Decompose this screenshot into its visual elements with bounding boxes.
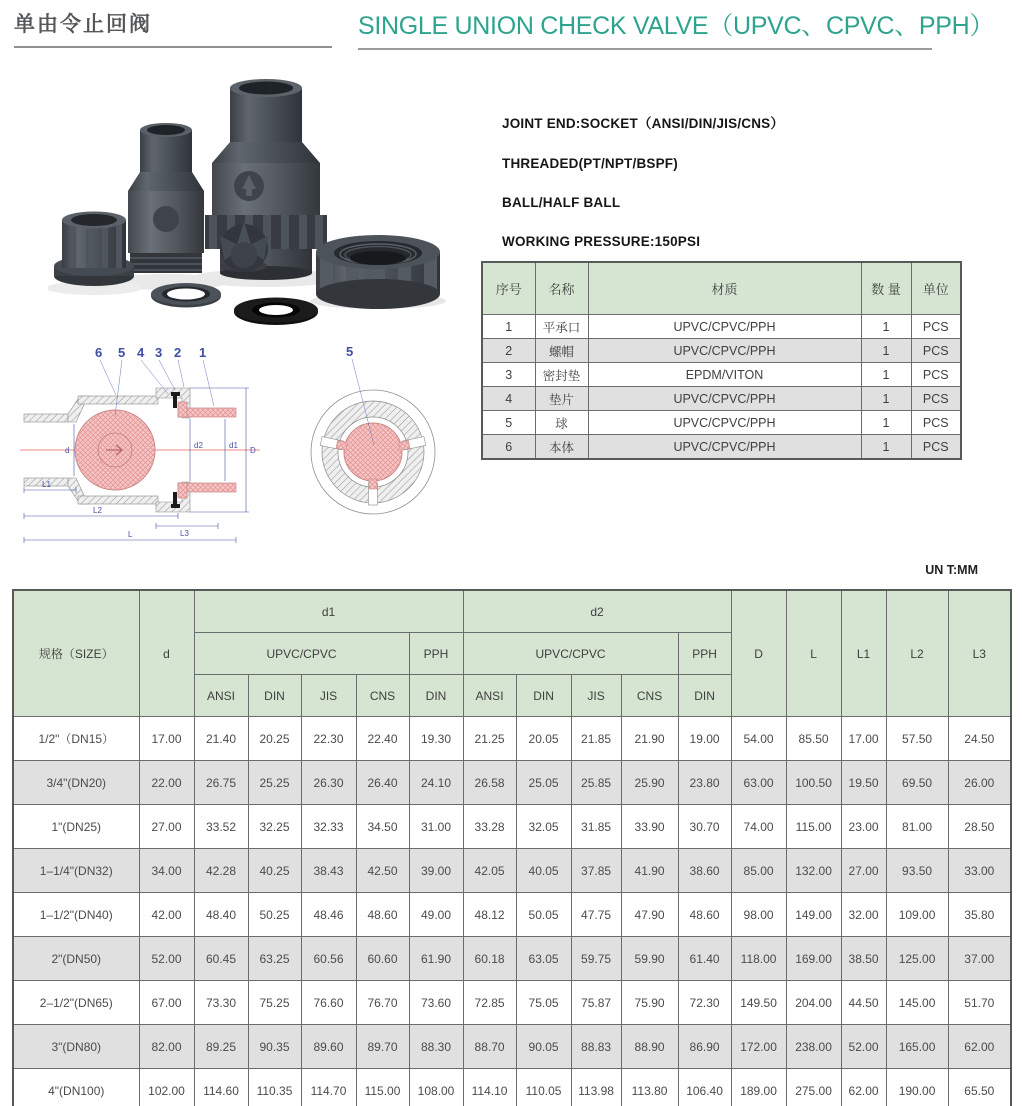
table-cell: 4"(DN100) bbox=[13, 1069, 139, 1106]
table-cell: 48.40 bbox=[194, 893, 248, 937]
col-header-pph-din: DIN bbox=[409, 675, 463, 717]
table-cell: 1 bbox=[861, 339, 911, 363]
dim-label-L: L bbox=[128, 530, 133, 539]
table-cell: 89.25 bbox=[194, 1025, 248, 1069]
table-cell: 球 bbox=[535, 411, 588, 435]
table-cell: 2–1/2"(DN65) bbox=[13, 981, 139, 1025]
table-cell: 190.00 bbox=[886, 1069, 948, 1106]
table-cell: 82.00 bbox=[139, 1025, 194, 1069]
table-cell: 75.05 bbox=[516, 981, 571, 1025]
table-cell: 22.30 bbox=[301, 717, 356, 761]
col-header-L1: L1 bbox=[841, 590, 886, 717]
table-cell: 20.25 bbox=[248, 717, 301, 761]
table-row bbox=[482, 411, 961, 435]
table-cell: 25.90 bbox=[621, 761, 678, 805]
col-header-material: 材质 bbox=[588, 262, 861, 315]
table-cell: 48.60 bbox=[678, 893, 731, 937]
table-cell: 114.60 bbox=[194, 1069, 248, 1106]
col-header-size: 规格（SIZE） bbox=[13, 590, 139, 717]
table-cell: 37.00 bbox=[948, 937, 1011, 981]
washer-ring bbox=[151, 283, 221, 308]
table-cell: 60.45 bbox=[194, 937, 248, 981]
table-cell: 88.70 bbox=[463, 1025, 516, 1069]
table-cell: 33.00 bbox=[948, 849, 1011, 893]
table-cell: 50.05 bbox=[516, 893, 571, 937]
table-row bbox=[13, 981, 1011, 1025]
table-cell: 21.85 bbox=[571, 717, 621, 761]
dim-header-row-1 bbox=[13, 590, 1011, 633]
table-cell: 69.50 bbox=[886, 761, 948, 805]
table-cell: 31.85 bbox=[571, 805, 621, 849]
table-cell: 47.90 bbox=[621, 893, 678, 937]
table-cell: 35.80 bbox=[948, 893, 1011, 937]
table-cell: 76.70 bbox=[356, 981, 409, 1025]
table-cell: 62.00 bbox=[948, 1025, 1011, 1069]
table-cell: PCS bbox=[911, 315, 961, 339]
table-cell: 115.00 bbox=[356, 1069, 409, 1106]
dim-label-L3: L3 bbox=[180, 529, 189, 538]
table-cell: 85.50 bbox=[786, 717, 841, 761]
col-group-upvc-d1: UPVC/CPVC bbox=[194, 633, 409, 675]
dim-label-d: d bbox=[65, 446, 70, 455]
dim-label-d1: d1 bbox=[229, 441, 238, 450]
col-header-d: d bbox=[139, 590, 194, 717]
valve-section-drawing bbox=[18, 340, 478, 558]
table-cell: 32.05 bbox=[516, 805, 571, 849]
table-cell: 33.90 bbox=[621, 805, 678, 849]
table-cell: 63.05 bbox=[516, 937, 571, 981]
table-cell: 73.60 bbox=[409, 981, 463, 1025]
table-cell: 76.60 bbox=[301, 981, 356, 1025]
table-cell: 172.00 bbox=[731, 1025, 786, 1069]
table-cell: 48.46 bbox=[301, 893, 356, 937]
table-cell: 33.52 bbox=[194, 805, 248, 849]
table-cell: 110.05 bbox=[516, 1069, 571, 1106]
table-cell: UPVC/CPVC/PPH bbox=[588, 435, 861, 460]
table-cell: PCS bbox=[911, 363, 961, 387]
col-group-pph-d1: PPH bbox=[409, 633, 463, 675]
col-group-upvc-d2: UPVC/CPVC bbox=[463, 633, 678, 675]
table-row bbox=[482, 315, 961, 339]
table-cell: 149.00 bbox=[786, 893, 841, 937]
table-cell: 螺帽 bbox=[535, 339, 588, 363]
table-cell: 65.50 bbox=[948, 1069, 1011, 1106]
callout-2: 2 bbox=[174, 345, 182, 360]
union-nut bbox=[316, 235, 440, 309]
table-cell: 21.25 bbox=[463, 717, 516, 761]
table-cell: 22.40 bbox=[356, 717, 409, 761]
table-cell: 48.12 bbox=[463, 893, 516, 937]
table-cell: 38.43 bbox=[301, 849, 356, 893]
specs-list bbox=[502, 112, 922, 273]
table-cell: 33.28 bbox=[463, 805, 516, 849]
table-cell: 42.28 bbox=[194, 849, 248, 893]
table-cell: 90.35 bbox=[248, 1025, 301, 1069]
table-cell: 20.05 bbox=[516, 717, 571, 761]
table-cell: 113.80 bbox=[621, 1069, 678, 1106]
table-cell: 60.60 bbox=[356, 937, 409, 981]
table-cell: 48.60 bbox=[356, 893, 409, 937]
table-cell: 3"(DN80) bbox=[13, 1025, 139, 1069]
callout-4: 4 bbox=[137, 345, 145, 360]
dim-label-L2: L2 bbox=[93, 506, 102, 515]
table-cell: 24.50 bbox=[948, 717, 1011, 761]
table-cell: 85.00 bbox=[731, 849, 786, 893]
table-cell: 2"(DN50) bbox=[13, 937, 139, 981]
table-cell: 75.87 bbox=[571, 981, 621, 1025]
page-title-english: SINGLE UNION CHECK VALVE（UPVC、CPVC、PPH） bbox=[358, 6, 932, 50]
table-row bbox=[13, 849, 1011, 893]
col-header-cns: CNS bbox=[356, 675, 409, 717]
table-cell: 44.50 bbox=[841, 981, 886, 1025]
table-cell: 垫片 bbox=[535, 387, 588, 411]
table-cell: 23.80 bbox=[678, 761, 731, 805]
table-cell: 74.00 bbox=[731, 805, 786, 849]
table-cell: 本体 bbox=[535, 435, 588, 460]
table-cell: 22.00 bbox=[139, 761, 194, 805]
table-cell: 204.00 bbox=[786, 981, 841, 1025]
table-cell: 72.30 bbox=[678, 981, 731, 1025]
table-cell: 145.00 bbox=[886, 981, 948, 1025]
table-cell: 1 bbox=[861, 363, 911, 387]
table-cell: 19.00 bbox=[678, 717, 731, 761]
table-row bbox=[13, 893, 1011, 937]
table-cell: 25.25 bbox=[248, 761, 301, 805]
table-cell: 60.56 bbox=[301, 937, 356, 981]
table-cell: PCS bbox=[911, 435, 961, 460]
table-row bbox=[13, 717, 1011, 761]
table-cell: PCS bbox=[911, 411, 961, 435]
callout-3: 3 bbox=[155, 345, 163, 360]
table-cell: 88.30 bbox=[409, 1025, 463, 1069]
table-cell: 114.10 bbox=[463, 1069, 516, 1106]
table-cell: 62.00 bbox=[841, 1069, 886, 1106]
table-cell: 32.00 bbox=[841, 893, 886, 937]
table-cell: 51.70 bbox=[948, 981, 1011, 1025]
col-header-jis: JIS bbox=[301, 675, 356, 717]
table-cell: 238.00 bbox=[786, 1025, 841, 1069]
table-cell: 109.00 bbox=[886, 893, 948, 937]
table-cell: 108.00 bbox=[409, 1069, 463, 1106]
table-cell: 37.85 bbox=[571, 849, 621, 893]
table-cell: 1 bbox=[482, 315, 535, 339]
table-cell: 4 bbox=[482, 387, 535, 411]
col-group-d2: d2 bbox=[463, 590, 731, 633]
table-cell: 1 bbox=[861, 387, 911, 411]
table-cell: PCS bbox=[911, 339, 961, 363]
dim-label-d2: d2 bbox=[194, 441, 203, 450]
col-header-cns: CNS bbox=[621, 675, 678, 717]
table-cell: 40.05 bbox=[516, 849, 571, 893]
table-cell: 113.98 bbox=[571, 1069, 621, 1106]
table-cell: 59.75 bbox=[571, 937, 621, 981]
table-cell: 3 bbox=[482, 363, 535, 387]
table-cell: 32.33 bbox=[301, 805, 356, 849]
table-row bbox=[13, 1069, 1011, 1106]
table-cell: 41.90 bbox=[621, 849, 678, 893]
table-cell: 26.75 bbox=[194, 761, 248, 805]
table-cell: 61.40 bbox=[678, 937, 731, 981]
table-cell: 50.25 bbox=[248, 893, 301, 937]
table-cell: UPVC/CPVC/PPH bbox=[588, 339, 861, 363]
parts-table bbox=[481, 261, 960, 460]
table-cell: 1"(DN25) bbox=[13, 805, 139, 849]
product-photo bbox=[48, 70, 448, 342]
table-row bbox=[482, 387, 961, 411]
table-cell: 28.50 bbox=[948, 805, 1011, 849]
col-header-din: DIN bbox=[516, 675, 571, 717]
table-cell: EPDM/VITON bbox=[588, 363, 861, 387]
table-row bbox=[482, 435, 961, 460]
table-cell: 169.00 bbox=[786, 937, 841, 981]
table-cell: 89.70 bbox=[356, 1025, 409, 1069]
section-view bbox=[20, 345, 260, 543]
table-cell: 1 bbox=[861, 411, 911, 435]
table-cell: 42.05 bbox=[463, 849, 516, 893]
table-cell: 189.00 bbox=[731, 1069, 786, 1106]
table-cell: 165.00 bbox=[886, 1025, 948, 1069]
col-header-index: 序号 bbox=[482, 262, 535, 315]
list-item: WORKING PRESSURE:150PSI bbox=[502, 234, 701, 249]
table-cell: 63.00 bbox=[731, 761, 786, 805]
list-item: THREADED(PT/NPT/BSPF) bbox=[502, 156, 678, 171]
callout-5: 5 bbox=[118, 345, 126, 360]
table-cell: 60.18 bbox=[463, 937, 516, 981]
table-cell: 102.00 bbox=[139, 1069, 194, 1106]
table-cell: 2 bbox=[482, 339, 535, 363]
table-cell: 40.25 bbox=[248, 849, 301, 893]
table-cell: 38.50 bbox=[841, 937, 886, 981]
table-cell: UPVC/CPVC/PPH bbox=[588, 315, 861, 339]
table-cell: 63.25 bbox=[248, 937, 301, 981]
table-cell: 25.85 bbox=[571, 761, 621, 805]
table-cell: 26.40 bbox=[356, 761, 409, 805]
dim-label-L1: L1 bbox=[42, 480, 51, 489]
table-cell: 90.05 bbox=[516, 1025, 571, 1069]
table-cell: 88.90 bbox=[621, 1025, 678, 1069]
table-cell: 81.00 bbox=[886, 805, 948, 849]
col-header-L: L bbox=[786, 590, 841, 717]
table-cell: 19.50 bbox=[841, 761, 886, 805]
table-cell: 26.00 bbox=[948, 761, 1011, 805]
table-cell: 27.00 bbox=[841, 849, 886, 893]
table-cell: 93.50 bbox=[886, 849, 948, 893]
table-cell: 42.00 bbox=[139, 893, 194, 937]
table-row bbox=[482, 363, 961, 387]
table-row bbox=[482, 339, 961, 363]
rubber-seal-ring bbox=[234, 298, 318, 326]
table-cell: 59.90 bbox=[621, 937, 678, 981]
col-header-D: D bbox=[731, 590, 786, 717]
table-cell: 34.00 bbox=[139, 849, 194, 893]
col-header-pph-din: DIN bbox=[678, 675, 731, 717]
col-header-ansi: ANSI bbox=[463, 675, 516, 717]
table-row bbox=[13, 937, 1011, 981]
table-cell: 平承口 bbox=[535, 315, 588, 339]
table-cell: 21.40 bbox=[194, 717, 248, 761]
table-cell: 125.00 bbox=[886, 937, 948, 981]
callout-1: 1 bbox=[199, 345, 207, 360]
col-group-pph-d2: PPH bbox=[678, 633, 731, 675]
table-cell: 3/4"(DN20) bbox=[13, 761, 139, 805]
table-cell: 149.50 bbox=[731, 981, 786, 1025]
col-header-qty: 数 量 bbox=[861, 262, 911, 315]
table-cell: 110.35 bbox=[248, 1069, 301, 1106]
table-cell: 75.90 bbox=[621, 981, 678, 1025]
table-cell: 54.00 bbox=[731, 717, 786, 761]
table-cell: 52.00 bbox=[139, 937, 194, 981]
table-cell: 1–1/2"(DN40) bbox=[13, 893, 139, 937]
table-cell: 26.30 bbox=[301, 761, 356, 805]
table-cell: 27.00 bbox=[139, 805, 194, 849]
table-cell: 38.60 bbox=[678, 849, 731, 893]
table-cell: 17.00 bbox=[841, 717, 886, 761]
table-cell: 1/2"（DN15） bbox=[13, 717, 139, 761]
table-cell: 26.58 bbox=[463, 761, 516, 805]
col-header-ansi: ANSI bbox=[194, 675, 248, 717]
col-header-L2: L2 bbox=[886, 590, 948, 717]
table-cell: 31.00 bbox=[409, 805, 463, 849]
table-cell: 19.30 bbox=[409, 717, 463, 761]
table-cell: 24.10 bbox=[409, 761, 463, 805]
table-cell: 118.00 bbox=[731, 937, 786, 981]
col-header-name: 名称 bbox=[535, 262, 588, 315]
table-cell: 17.00 bbox=[139, 717, 194, 761]
col-header-din: DIN bbox=[248, 675, 301, 717]
table-cell: 32.25 bbox=[248, 805, 301, 849]
table-cell: 132.00 bbox=[786, 849, 841, 893]
union-socket-end bbox=[54, 212, 134, 287]
table-cell: 100.50 bbox=[786, 761, 841, 805]
table-cell: 25.05 bbox=[516, 761, 571, 805]
table-cell: 47.75 bbox=[571, 893, 621, 937]
col-header-L3: L3 bbox=[948, 590, 1011, 717]
list-item: JOINT END:SOCKET（ANSI/DIN/JIS/CNS） bbox=[502, 116, 785, 131]
table-cell: 98.00 bbox=[731, 893, 786, 937]
page-title-chinese: 单由令止回阀 bbox=[14, 8, 332, 48]
table-row bbox=[13, 805, 1011, 849]
table-cell: 114.70 bbox=[301, 1069, 356, 1106]
table-row bbox=[13, 1025, 1011, 1069]
table-cell: 61.90 bbox=[409, 937, 463, 981]
table-cell: 86.90 bbox=[678, 1025, 731, 1069]
table-cell: 106.40 bbox=[678, 1069, 731, 1106]
table-cell: UPVC/CPVC/PPH bbox=[588, 411, 861, 435]
table-cell: 275.00 bbox=[786, 1069, 841, 1106]
table-cell: 23.00 bbox=[841, 805, 886, 849]
unit-note: UN T:MM bbox=[925, 563, 978, 577]
table-cell: 67.00 bbox=[139, 981, 194, 1025]
table-cell: 88.83 bbox=[571, 1025, 621, 1069]
table-cell: 89.60 bbox=[301, 1025, 356, 1069]
table-cell: 1 bbox=[861, 435, 911, 460]
table-cell: 57.50 bbox=[886, 717, 948, 761]
front-view bbox=[311, 344, 435, 514]
table-cell: 115.00 bbox=[786, 805, 841, 849]
table-cell: PCS bbox=[911, 387, 961, 411]
table-cell: 49.00 bbox=[409, 893, 463, 937]
callout-6: 6 bbox=[95, 345, 103, 360]
table-cell: 1–1/4"(DN32) bbox=[13, 849, 139, 893]
table-cell: 42.50 bbox=[356, 849, 409, 893]
table-cell: 52.00 bbox=[841, 1025, 886, 1069]
table-cell: 1 bbox=[861, 315, 911, 339]
dim-label-D: D bbox=[250, 446, 256, 455]
dimensions-table bbox=[12, 589, 1010, 1106]
table-cell: 5 bbox=[482, 411, 535, 435]
table-cell: 密封垫 bbox=[535, 363, 588, 387]
table-cell: 39.00 bbox=[409, 849, 463, 893]
col-group-d1: d1 bbox=[194, 590, 463, 633]
col-header-unit: 单位 bbox=[911, 262, 961, 315]
table-cell: 75.25 bbox=[248, 981, 301, 1025]
table-cell: 6 bbox=[482, 435, 535, 460]
table-row bbox=[13, 761, 1011, 805]
table-cell: 73.30 bbox=[194, 981, 248, 1025]
callout-ball: 5 bbox=[346, 344, 354, 359]
table-cell: UPVC/CPVC/PPH bbox=[588, 387, 861, 411]
valve-body-part bbox=[128, 123, 204, 273]
table-cell: 72.85 bbox=[463, 981, 516, 1025]
list-item: BALL/HALF BALL bbox=[502, 195, 621, 210]
table-cell: 21.90 bbox=[621, 717, 678, 761]
table-cell: 34.50 bbox=[356, 805, 409, 849]
table-cell: 30.70 bbox=[678, 805, 731, 849]
col-header-jis: JIS bbox=[571, 675, 621, 717]
parts-header-row bbox=[482, 262, 961, 315]
